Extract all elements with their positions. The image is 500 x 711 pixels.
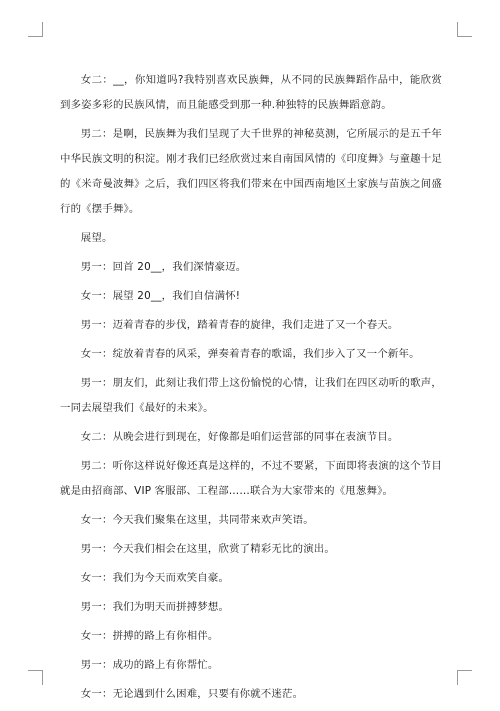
crop-mark-top-left	[28, 22, 43, 37]
paragraph: 女二：从晚会进行到现在，好像都是咱们运营部的同事在表演节目。	[80, 431, 399, 443]
paragraph: 女一：我们为今天而欢笑自豪。	[80, 572, 230, 584]
paragraph: 男一：今天我们相会在这里，欣赏了精彩无比的演出。	[80, 543, 335, 555]
crop-mark-bottom-right	[457, 670, 472, 685]
crop-mark-bottom-left	[28, 670, 43, 685]
paragraph: 女一：今天我们聚集在这里，共同带来欢声笑语。	[80, 514, 314, 526]
paragraph: 女一：无论遇到什么困难，只要有你就不迷茫。	[80, 688, 304, 700]
paragraph: 男一：我们为明天而拼搏梦想。	[80, 601, 230, 613]
paragraph: 男一：迈着青春的步伐，踏着青春的旋律，我们走进了又一个春天。	[80, 319, 399, 331]
paragraph: 女一：绽放着青春的风采，弹奏着青春的歌谣，我们步入了又一个新年。	[80, 348, 420, 360]
paragraph: 男二：听你这样说好像还真是这样的，不过不要紧，下面即将表演的这个节目就是由招商部、VIP 客服部、工程部……联合为大家带来的《甩葱舞》。	[60, 460, 442, 497]
paragraph: 女一：拼搏的路上有你相伴。	[80, 630, 219, 642]
paragraph: 男二：是啊，民族舞为我们呈现了大千世界的神秘莫测，它所展示的是五千年中华民族文明的积淀。刚才我们已经欣赏过来自南国风情的《印度舞》与童趣十足的《米奇曼波舞》之后，我们四区将我们带来在中国西南地区土家族与苗族之间盛行的《摆手舞》。	[60, 128, 442, 215]
crop-mark-top-right	[457, 22, 472, 37]
paragraph: 男一：回首 20__，我们深情豪迈。	[80, 261, 247, 273]
paragraph: 男一：成功的路上有你帮忙。	[80, 659, 219, 671]
paragraph: 女一：展望 20__，我们自信满怀!	[80, 290, 241, 302]
document-body	[60, 68, 442, 711]
paragraph: 女二：__，你知道吗?我特别喜欢民族舞，从不同的民族舞蹈作品中，能欣赏到多姿多彩的民族风情，而且能感受到那一种.种独特的民族舞蹈意韵。	[60, 74, 442, 111]
paragraph: 男一：朋友们，此刻让我们带上这份愉悦的心情，让我们在四区动听的歌声，一同去展望我们《最好的未来》。	[60, 377, 442, 414]
paragraph: 展望。	[80, 232, 113, 244]
